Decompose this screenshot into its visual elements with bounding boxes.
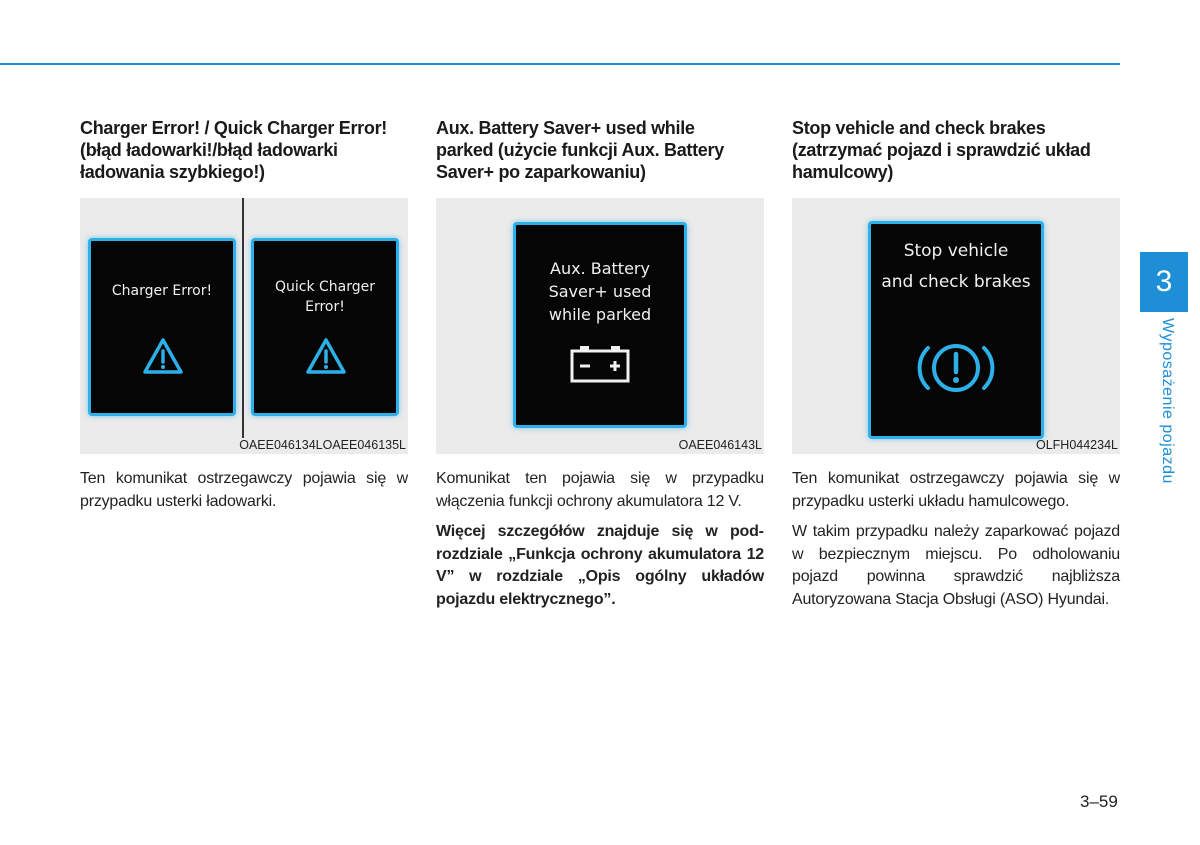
heading-line: (zatrzymać pojazd i sprawdzić układ [792, 140, 1091, 160]
display-line: Error! [305, 299, 345, 315]
heading-line: Charger Error! / Quick Charger Error! [80, 118, 387, 138]
body-text: Ten komunikat ostrzegawczy pojawia się w przypadku usterki układu hamulcowego. [792, 470, 1120, 510]
display-line: and check brakes [881, 272, 1031, 292]
stop-vehicle-display [868, 221, 1044, 439]
heading-line: Aux. Battery Saver+ used while [436, 118, 695, 138]
section-stop-vehicle [792, 117, 1120, 611]
figure-code: OAEE046143L [678, 438, 762, 452]
heading-line: parked (użycie funkcji Aux. Battery [436, 140, 724, 160]
figure-divider [242, 198, 244, 438]
heading-line: hamulcowy) [792, 162, 894, 182]
aux-battery-display [513, 222, 687, 428]
display-message: Charger Error! [111, 283, 213, 299]
section-heading [792, 117, 1120, 187]
quick-charger-error-display [251, 238, 399, 416]
display-message [254, 277, 396, 317]
section-charger-error [80, 117, 408, 513]
display-message [516, 257, 684, 326]
figure-charger-error [80, 198, 408, 454]
charger-error-display [88, 238, 236, 416]
display-line: Saver+ used [548, 282, 652, 301]
heading-line: ładowania szybkiego!) [80, 162, 265, 182]
display-line: while parked [548, 305, 652, 324]
brake-warning-icon [916, 336, 996, 400]
chapter-label: Wyposażenie pojazdu [1159, 318, 1176, 484]
display-message [871, 236, 1041, 298]
figure-stop-vehicle [792, 198, 1120, 454]
chapter-tab: 3 [1140, 252, 1188, 312]
display-line: Stop vehicle [903, 241, 1009, 261]
heading-line: Stop vehicle and check brakes [792, 118, 1046, 138]
body-text: Ten komunikat ostrzegawczy pojawia się w przypadku usterki ładowarki. [80, 470, 408, 510]
heading-line: Saver+ po zaparkowaniu) [436, 162, 646, 182]
page-number: 3–59 [1080, 792, 1118, 811]
section-aux-battery-saver [436, 117, 764, 611]
body-text-bold: Więcej szczegółów znajduje się w podrozdziale „Funkcja ochrony akumulatora 12 V” w rozdziale „Opis ogólny układów pojazdu elektrycznego”. [436, 523, 764, 608]
display-line: Quick Charger [274, 279, 376, 295]
figure-code: OAEE046134LOAEE046135L [239, 438, 406, 452]
figure-aux-battery [436, 198, 764, 454]
warning-triangle-icon [142, 337, 184, 375]
display-line: Aux. Battery [550, 259, 650, 278]
section-heading [80, 117, 408, 187]
section-heading [436, 117, 764, 187]
top-rule [0, 63, 1120, 65]
body-text: Komunikat ten pojawia się w przypadku włączenia funkcji ochrony akumulatora 12 V. [436, 470, 764, 510]
battery-icon [568, 343, 632, 385]
figure-code: OLFH044234L [1035, 438, 1118, 452]
warning-triangle-icon [305, 337, 347, 375]
heading-line: (błąd ładowarki!/błąd ładowarki [80, 140, 338, 160]
body-text: W takim przypadku należy zaparkować pojazd w bezpiecznym miejscu. Po odholowaniu pojazd powinna sprawdzić najbliższa Autoryzowana Stacja Obsługi (ASO) Hyundai. [792, 523, 1120, 608]
